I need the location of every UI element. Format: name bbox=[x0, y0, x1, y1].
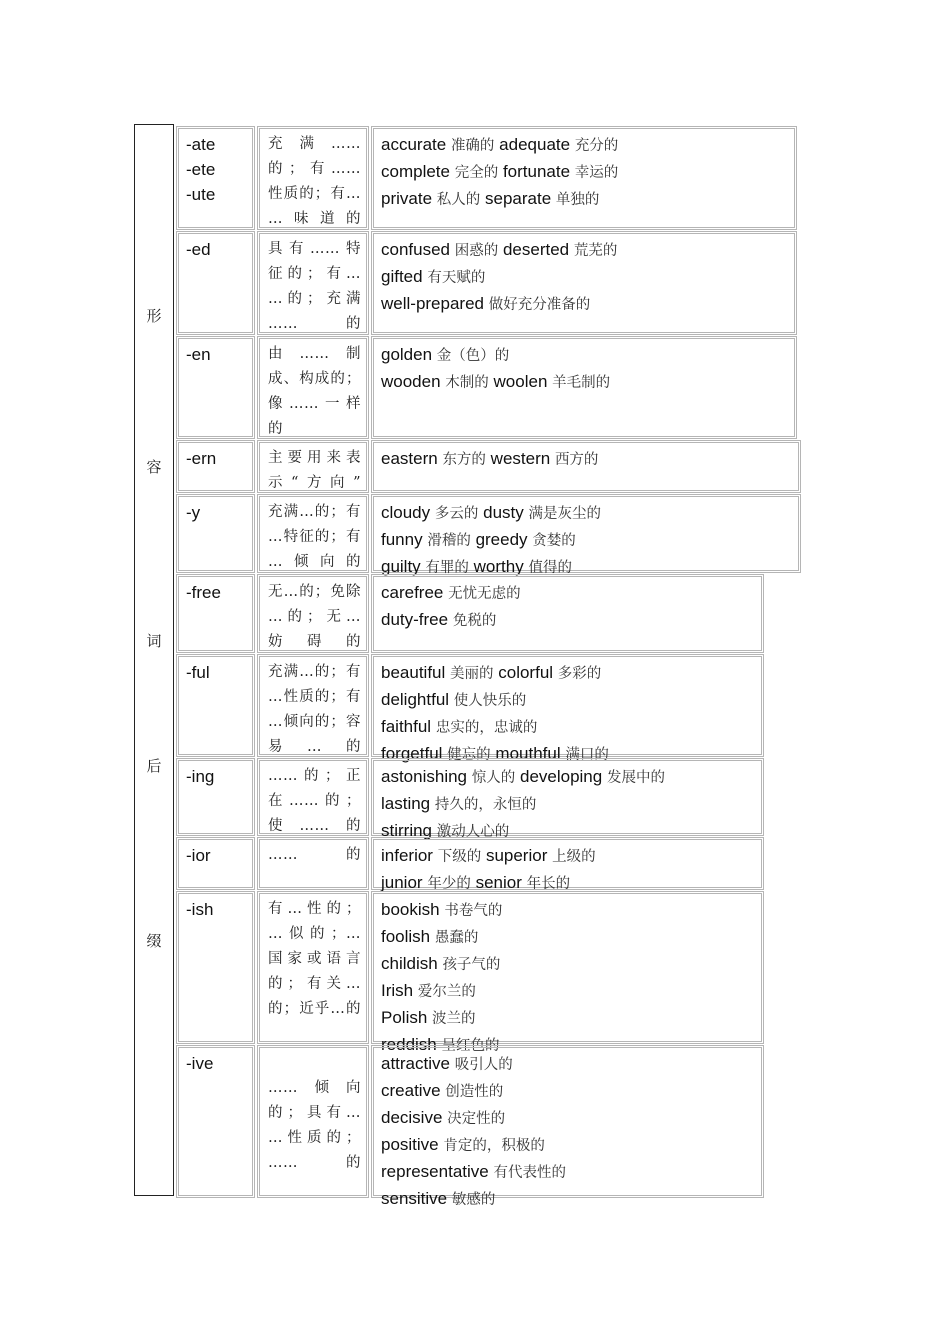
example-translation: 木制的 bbox=[445, 375, 489, 391]
example-word: private bbox=[381, 189, 433, 208]
example-word: adequate bbox=[499, 135, 571, 154]
example-word: confused bbox=[381, 240, 450, 259]
example-line bbox=[381, 342, 790, 369]
example-translation: 美丽的 bbox=[450, 666, 494, 682]
table-row bbox=[176, 574, 766, 653]
example-line bbox=[381, 132, 790, 159]
example-word: complete bbox=[381, 162, 450, 181]
example-translation: 忠实的，忠诚的 bbox=[435, 720, 538, 736]
examples-cell bbox=[371, 1045, 764, 1208]
example-line bbox=[381, 580, 757, 607]
meaning-text: 由……制 bbox=[268, 346, 361, 362]
meaning-text: 充满…的；有 bbox=[268, 664, 361, 680]
suffix-text: -ute bbox=[186, 185, 216, 204]
example-word: Irish bbox=[381, 981, 414, 1000]
example-word: greedy bbox=[475, 530, 528, 549]
suffix-cell bbox=[176, 494, 255, 573]
meaning-text: 无…的；免除 bbox=[268, 584, 361, 600]
example-translation: 书卷气的 bbox=[444, 903, 503, 919]
meaning-text: 具有……特 bbox=[268, 241, 361, 257]
table-row bbox=[176, 891, 766, 1054]
table-row bbox=[176, 126, 799, 230]
meaning-text bbox=[268, 1051, 361, 1076]
suffix-text: -y bbox=[186, 503, 201, 522]
example-line bbox=[381, 446, 794, 473]
examples-cell bbox=[371, 654, 764, 763]
suffix-cell bbox=[176, 336, 255, 439]
meaning-text: 充满…… bbox=[268, 136, 361, 152]
example-line bbox=[381, 1105, 757, 1132]
examples-cell bbox=[371, 574, 764, 653]
example-word: carefree bbox=[381, 583, 444, 602]
meaning-text: 征的；有… bbox=[268, 266, 361, 282]
example-translation: 贪婪的 bbox=[532, 533, 576, 549]
example-line bbox=[381, 237, 790, 264]
example-line bbox=[381, 897, 757, 924]
example-translation: 孩子气的 bbox=[442, 957, 501, 973]
meaning-text: 的；有关… bbox=[268, 976, 361, 992]
meaning-cell bbox=[257, 494, 369, 573]
table-row bbox=[176, 654, 766, 763]
example-line bbox=[381, 1159, 757, 1186]
suffix-text: -ed bbox=[186, 240, 211, 259]
example-word: dusty bbox=[483, 503, 524, 522]
meaning-text: ……的 bbox=[268, 1155, 361, 1171]
category-char: 容 bbox=[146, 458, 162, 476]
category-char: 缀 bbox=[146, 932, 162, 950]
example-word: senior bbox=[475, 873, 522, 892]
example-translation: 吸引人的 bbox=[454, 1057, 513, 1073]
meaning-text: …倾向的 bbox=[268, 554, 361, 570]
examples-cell bbox=[371, 758, 764, 840]
meaning-text: 易…的 bbox=[268, 739, 361, 755]
example-word: worthy bbox=[473, 557, 524, 576]
meaning-text: 妨碍的 bbox=[268, 634, 361, 650]
examples-cell bbox=[371, 837, 764, 890]
example-translation: 健忘的 bbox=[447, 747, 491, 763]
category-char: 形 bbox=[146, 307, 162, 325]
example-translation: 敏感的 bbox=[451, 1192, 496, 1208]
example-word: accurate bbox=[381, 135, 447, 154]
meaning-text: …性质的；有 bbox=[268, 689, 361, 705]
meaning-text: 的；有…… bbox=[268, 161, 361, 177]
example-line bbox=[381, 714, 757, 741]
example-word: creative bbox=[381, 1081, 441, 1100]
category-column bbox=[134, 124, 174, 1196]
examples-cell bbox=[371, 126, 797, 230]
example-line bbox=[381, 186, 790, 213]
example-word: wooden bbox=[381, 372, 441, 391]
meaning-cell bbox=[257, 440, 369, 493]
meaning-cell bbox=[257, 837, 369, 890]
example-word: western bbox=[490, 449, 551, 468]
example-word: stirring bbox=[381, 821, 433, 840]
suffix-text: -ive bbox=[186, 1054, 214, 1073]
meaning-text: 在……的； bbox=[268, 793, 361, 809]
example-translation: 多彩的 bbox=[557, 666, 602, 682]
example-line bbox=[381, 1005, 757, 1032]
example-word: bookish bbox=[381, 900, 440, 919]
example-translation: 上级的 bbox=[552, 849, 596, 865]
example-line bbox=[381, 687, 757, 714]
example-line bbox=[381, 1132, 757, 1159]
suffix-cell bbox=[176, 231, 255, 335]
table-row bbox=[176, 231, 799, 335]
suffix-cell bbox=[176, 837, 255, 890]
meaning-text: 的 bbox=[268, 421, 283, 437]
example-word: delightful bbox=[381, 690, 450, 709]
example-translation: 做好充分准备的 bbox=[488, 297, 591, 313]
example-word: forgetful bbox=[381, 744, 443, 763]
meaning-text: 的；近乎…的 bbox=[268, 1001, 361, 1017]
meaning-text: 成、构成的； bbox=[268, 371, 361, 387]
example-translation: 完全的 bbox=[454, 165, 499, 181]
example-line bbox=[381, 791, 757, 818]
example-translation: 金（色）的 bbox=[436, 348, 510, 364]
meaning-text: …的；充满 bbox=[268, 291, 361, 307]
example-word: faithful bbox=[381, 717, 432, 736]
example-word: fortunate bbox=[502, 162, 571, 181]
example-translation: 肯定的，积极的 bbox=[443, 1138, 545, 1154]
example-line bbox=[381, 1051, 757, 1078]
meaning-text: 有…性的； bbox=[268, 901, 361, 917]
example-translation: 困惑的 bbox=[454, 243, 499, 259]
category-char: 词 bbox=[146, 632, 162, 650]
example-word: woolen bbox=[493, 372, 548, 391]
suffix-cell bbox=[176, 574, 255, 653]
example-line bbox=[381, 264, 790, 291]
table-row bbox=[176, 336, 799, 439]
meaning-text: 像……一样 bbox=[268, 396, 361, 412]
example-translation: 幸运的 bbox=[574, 165, 619, 181]
meaning-text: ……的 bbox=[268, 316, 361, 332]
example-word: eastern bbox=[381, 449, 438, 468]
meaning-text: ……的；正 bbox=[268, 768, 361, 784]
example-word: duty-free bbox=[381, 610, 449, 629]
example-word: separate bbox=[485, 189, 552, 208]
example-word: inferior bbox=[381, 846, 433, 865]
suffix-cell bbox=[176, 891, 255, 1044]
suffix-cell bbox=[176, 126, 255, 230]
example-line bbox=[381, 978, 757, 1005]
meaning-text: …特征的；有 bbox=[268, 529, 361, 545]
example-translation: 激动人心的 bbox=[436, 824, 510, 840]
examples-cell bbox=[371, 440, 801, 493]
example-word: sensitive bbox=[381, 1189, 448, 1208]
suffix-text: -en bbox=[186, 345, 211, 364]
table-row bbox=[176, 758, 766, 840]
example-line bbox=[381, 291, 790, 318]
example-translation: 免税的 bbox=[452, 613, 497, 629]
category-char: 后 bbox=[146, 757, 162, 775]
example-line bbox=[381, 764, 757, 791]
suffix-text: -ern bbox=[186, 449, 217, 468]
example-line bbox=[381, 159, 790, 186]
example-line bbox=[381, 1078, 757, 1105]
example-translation: 惊人的 bbox=[471, 770, 516, 786]
suffix-text: -ish bbox=[186, 900, 214, 919]
suffix-text: -ing bbox=[186, 767, 215, 786]
example-word: childish bbox=[381, 954, 438, 973]
example-word: superior bbox=[485, 846, 548, 865]
suffix-text: -free bbox=[186, 583, 221, 602]
example-word: reddish bbox=[381, 1035, 437, 1054]
example-translation: 满口的 bbox=[565, 747, 609, 763]
example-translation: 东方的 bbox=[442, 452, 486, 468]
meaning-text: …味道的 bbox=[268, 211, 361, 227]
meaning-text: …的；无… bbox=[268, 609, 361, 625]
example-line bbox=[381, 660, 757, 687]
example-translation: 创造性的 bbox=[445, 1084, 504, 1100]
example-word: foolish bbox=[381, 927, 431, 946]
meaning-text: 性质的；有… bbox=[268, 186, 361, 202]
examples-cell bbox=[371, 231, 797, 335]
example-word: astonishing bbox=[381, 767, 468, 786]
example-word: positive bbox=[381, 1135, 439, 1154]
example-word: decisive bbox=[381, 1108, 443, 1127]
meaning-text: …似的；… bbox=[268, 926, 361, 942]
example-translation: 滑稽的 bbox=[427, 533, 471, 549]
suffix-cell bbox=[176, 1045, 255, 1198]
example-word: lasting bbox=[381, 794, 431, 813]
table-row bbox=[176, 1045, 766, 1208]
meaning-text: …倾向的；容 bbox=[268, 714, 361, 730]
example-line bbox=[381, 369, 790, 396]
meaning-text: 国家或语言 bbox=[268, 951, 361, 967]
example-word: funny bbox=[381, 530, 423, 549]
examples-cell bbox=[371, 336, 797, 439]
example-word: well-prepared bbox=[381, 294, 484, 313]
meaning-cell bbox=[257, 231, 369, 335]
examples-cell bbox=[371, 494, 801, 576]
meaning-text: 充满…的；有 bbox=[268, 504, 361, 520]
example-translation: 值得的 bbox=[528, 560, 572, 576]
example-word: golden bbox=[381, 345, 433, 364]
example-translation: 使人快乐的 bbox=[453, 693, 527, 709]
example-line bbox=[381, 951, 757, 978]
example-word: beautiful bbox=[381, 663, 446, 682]
example-line bbox=[381, 500, 794, 527]
example-word: mouthful bbox=[495, 744, 561, 763]
suffix-cell bbox=[176, 654, 255, 757]
example-translation: 准确的 bbox=[450, 138, 495, 154]
example-line bbox=[381, 607, 757, 634]
example-translation: 愚蠢的 bbox=[434, 930, 479, 946]
example-translation: 年少的 bbox=[427, 876, 471, 892]
meaning-cell bbox=[257, 654, 369, 757]
example-word: representative bbox=[381, 1162, 489, 1181]
example-translation: 下级的 bbox=[437, 849, 482, 865]
example-word: deserted bbox=[502, 240, 570, 259]
meaning-cell bbox=[257, 1045, 369, 1198]
meaning-text: 主要用来表 bbox=[268, 450, 361, 466]
meaning-cell bbox=[257, 126, 369, 230]
example-line bbox=[381, 924, 757, 951]
meaning-text: 的；具有… bbox=[268, 1105, 361, 1121]
example-word: developing bbox=[519, 767, 603, 786]
table-row bbox=[176, 494, 803, 576]
example-translation: 持久的，永恒的 bbox=[434, 797, 537, 813]
example-word: colorful bbox=[498, 663, 554, 682]
example-translation: 有代表性的 bbox=[493, 1165, 566, 1181]
table-row bbox=[176, 837, 766, 890]
meaning-cell bbox=[257, 574, 369, 653]
example-translation: 充分的 bbox=[574, 138, 619, 154]
example-line bbox=[381, 1186, 757, 1213]
meaning-text: 示“方向” bbox=[268, 475, 361, 491]
meaning-cell bbox=[257, 336, 369, 439]
example-translation: 私人的 bbox=[436, 192, 481, 208]
example-translation: 无忧无虑的 bbox=[448, 586, 521, 602]
example-translation: 爱尔兰的 bbox=[417, 984, 476, 1000]
example-translation: 羊毛制的 bbox=[552, 375, 611, 391]
example-word: attractive bbox=[381, 1054, 450, 1073]
suffix-cell bbox=[176, 758, 255, 836]
example-translation: 多云的 bbox=[434, 506, 479, 522]
example-translation: 发展中的 bbox=[606, 770, 665, 786]
example-translation: 单独的 bbox=[555, 192, 600, 208]
example-translation: 西方的 bbox=[554, 452, 599, 468]
meaning-cell bbox=[257, 891, 369, 1044]
example-line bbox=[381, 843, 757, 870]
example-translation: 呈红色的 bbox=[441, 1038, 500, 1054]
example-word: gifted bbox=[381, 267, 423, 286]
suffix-text: -ete bbox=[186, 160, 216, 179]
example-word: junior bbox=[381, 873, 423, 892]
example-translation: 满是灰尘的 bbox=[528, 506, 601, 522]
example-translation: 年长的 bbox=[526, 876, 571, 892]
example-line bbox=[381, 527, 794, 554]
table-row bbox=[176, 440, 803, 493]
example-translation: 有天赋的 bbox=[427, 270, 486, 286]
example-translation: 有罪的 bbox=[425, 560, 469, 576]
meaning-text: 使……的 bbox=[268, 818, 361, 834]
example-word: guilty bbox=[381, 557, 421, 576]
example-translation: 决定性的 bbox=[447, 1111, 506, 1127]
meaning-text: ……倾向 bbox=[268, 1080, 361, 1096]
example-translation: 波兰的 bbox=[432, 1011, 476, 1027]
examples-cell bbox=[371, 891, 764, 1054]
suffix-text: -ior bbox=[186, 846, 211, 865]
suffix-cell bbox=[176, 440, 255, 493]
suffix-text: -ful bbox=[186, 663, 210, 682]
example-translation: 荒芜的 bbox=[573, 243, 618, 259]
example-word: Polish bbox=[381, 1008, 428, 1027]
suffix-text: -ate bbox=[186, 135, 216, 154]
example-word: cloudy bbox=[381, 503, 431, 522]
meaning-cell bbox=[257, 758, 369, 836]
meaning-text: ……的 bbox=[268, 847, 361, 863]
meaning-text: …性质的； bbox=[268, 1130, 361, 1146]
